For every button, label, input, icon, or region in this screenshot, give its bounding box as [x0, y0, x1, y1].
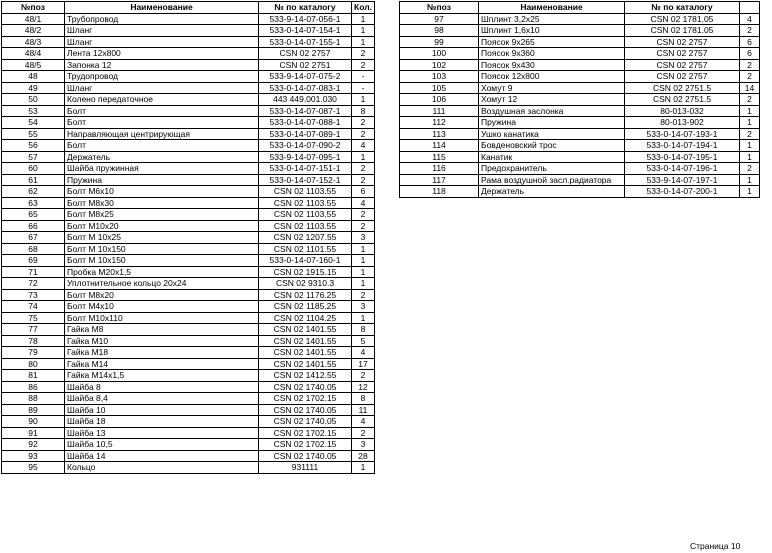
- cell-name: Поясок 9х360: [479, 48, 625, 60]
- parts-table-right: [399, 1, 760, 198]
- cell-qty: 3: [352, 301, 375, 313]
- cell-catalog: 533-0-14-07-089-1: [259, 128, 352, 140]
- table-row: [2, 301, 375, 313]
- table-row: [2, 450, 375, 462]
- cell-qty: 2: [352, 174, 375, 186]
- cell-qty: 1: [740, 117, 760, 129]
- cell-pos: 92: [2, 439, 65, 451]
- cell-pos: 55: [2, 128, 65, 140]
- table-row: [400, 25, 760, 37]
- cell-qty: 8: [352, 324, 375, 336]
- table-row: [2, 312, 375, 324]
- table-row: [400, 151, 760, 163]
- cell-pos: 60: [2, 163, 65, 175]
- cell-catalog: CSN 02 1702.15: [259, 439, 352, 451]
- table-row: [400, 128, 760, 140]
- table-row: [2, 347, 375, 359]
- cell-name: Шайба 18: [65, 416, 259, 428]
- cell-qty: 1: [352, 266, 375, 278]
- cell-qty: 1: [352, 94, 375, 106]
- cell-catalog: CSN 02 1412.55: [259, 370, 352, 382]
- cell-pos: 48/4: [2, 48, 65, 60]
- cell-catalog: 533-0-14-07-083-1: [259, 82, 352, 94]
- cell-catalog: CSN 02 1740.05: [259, 381, 352, 393]
- cell-name: Гайка М8: [65, 324, 259, 336]
- cell-pos: 54: [2, 117, 65, 129]
- cell-qty: 6: [740, 48, 760, 60]
- header-row: [400, 2, 760, 14]
- cell-catalog: 80-013-902: [625, 117, 740, 129]
- cell-catalog: CSN 02 1740.05: [259, 450, 352, 462]
- cell-name: Держатель: [65, 151, 259, 163]
- cell-pos: 95: [2, 462, 65, 474]
- cell-catalog: 533-0-14-07-087-1: [259, 105, 352, 117]
- cell-name: Болт: [65, 105, 259, 117]
- parts-table-left: [1, 1, 375, 474]
- table-row: [2, 427, 375, 439]
- cell-name: Болт: [65, 140, 259, 152]
- cell-qty: 1: [740, 186, 760, 198]
- cell-catalog: CSN 02 2751: [259, 59, 352, 71]
- cell-qty: 6: [352, 186, 375, 198]
- table-row: [2, 140, 375, 152]
- cell-qty: 1: [352, 462, 375, 474]
- table-row: [400, 94, 760, 106]
- table-row: [2, 416, 375, 428]
- cell-pos: 48/1: [2, 13, 65, 25]
- cell-catalog: CSN 02 1104.25: [259, 312, 352, 324]
- cell-catalog: CSN 02 1401.55: [259, 347, 352, 359]
- cell-pos: 99: [400, 36, 479, 48]
- cell-name: Шланг: [65, 36, 259, 48]
- table-row: [2, 209, 375, 221]
- table-row: [400, 174, 760, 186]
- table-row: [2, 94, 375, 106]
- table-row: [400, 82, 760, 94]
- table-row: [2, 255, 375, 267]
- cell-qty: 2: [740, 59, 760, 71]
- cell-catalog: CSN 02 1740.05: [259, 416, 352, 428]
- cell-name: Гайка М10: [65, 335, 259, 347]
- cell-name: Пружина: [479, 117, 625, 129]
- cell-name: Держатель: [479, 186, 625, 198]
- cell-catalog: 533-9-14-07-095-1: [259, 151, 352, 163]
- cell-catalog: 533-0-14-07-152-1: [259, 174, 352, 186]
- table-row: [2, 232, 375, 244]
- cell-pos: 114: [400, 140, 479, 152]
- header-row: [2, 2, 375, 14]
- cell-qty: 12: [352, 381, 375, 393]
- cell-name: Болт М8х25: [65, 209, 259, 221]
- cell-catalog: CSN 02 1101.55: [259, 243, 352, 255]
- cell-qty: 1: [352, 25, 375, 37]
- cell-pos: 73: [2, 289, 65, 301]
- cell-pos: 80: [2, 358, 65, 370]
- cell-pos: 49: [2, 82, 65, 94]
- cell-pos: 91: [2, 427, 65, 439]
- cell-name: Рама воздушной засл.радиатора: [479, 174, 625, 186]
- cell-pos: 65: [2, 209, 65, 221]
- cell-pos: 78: [2, 335, 65, 347]
- cell-pos: 115: [400, 151, 479, 163]
- cell-pos: 98: [400, 25, 479, 37]
- cell-pos: 61: [2, 174, 65, 186]
- table-row: [2, 13, 375, 25]
- cell-qty: 3: [352, 232, 375, 244]
- cell-qty: 6: [740, 36, 760, 48]
- cell-qty: 2: [740, 163, 760, 175]
- cell-pos: 68: [2, 243, 65, 255]
- cell-qty: 2: [352, 427, 375, 439]
- cell-name: Шайба 14: [65, 450, 259, 462]
- cell-name: Шайба 8,4: [65, 393, 259, 405]
- cell-catalog: CSN 02 2751.5: [625, 82, 740, 94]
- cell-name: Гайка М14х1,5: [65, 370, 259, 382]
- cell-name: Поясок 9х265: [479, 36, 625, 48]
- cell-name: Предохранитель: [479, 163, 625, 175]
- cell-pos: 79: [2, 347, 65, 359]
- cell-pos: 81: [2, 370, 65, 382]
- cell-catalog: CSN 02 1740.05: [259, 404, 352, 416]
- table-row: [2, 266, 375, 278]
- cell-qty: 1: [740, 174, 760, 186]
- table-row: [2, 462, 375, 474]
- header-pos: №поз: [400, 2, 479, 14]
- cell-name: Трубопровод: [65, 13, 259, 25]
- cell-pos: 63: [2, 197, 65, 209]
- table-row: [400, 117, 760, 129]
- cell-pos: 48/2: [2, 25, 65, 37]
- table-row: [2, 48, 375, 60]
- cell-name: Болт М 10х150: [65, 243, 259, 255]
- cell-catalog: CSN 02 9310.3: [259, 278, 352, 290]
- cell-pos: 97: [400, 13, 479, 25]
- cell-pos: 113: [400, 128, 479, 140]
- table-row: [2, 59, 375, 71]
- cell-pos: 57: [2, 151, 65, 163]
- cell-qty: 2: [740, 71, 760, 83]
- cell-catalog: CSN 02 1103.55: [259, 186, 352, 198]
- cell-qty: 4: [352, 347, 375, 359]
- cell-name: Шланг: [65, 25, 259, 37]
- table-row: [2, 220, 375, 232]
- cell-qty: 28: [352, 450, 375, 462]
- cell-name: Лента 12х800: [65, 48, 259, 60]
- table-row: [2, 370, 375, 382]
- cell-qty: 2: [740, 128, 760, 140]
- cell-pos: 90: [2, 416, 65, 428]
- cell-catalog: 533-0-14-07-151-1: [259, 163, 352, 175]
- cell-pos: 53: [2, 105, 65, 117]
- cell-qty: 2: [352, 289, 375, 301]
- cell-catalog: CSN 02 1702.15: [259, 393, 352, 405]
- cell-qty: 2: [352, 163, 375, 175]
- table-row: [2, 289, 375, 301]
- cell-qty: -: [352, 71, 375, 83]
- cell-qty: 4: [740, 13, 760, 25]
- cell-pos: 86: [2, 381, 65, 393]
- table-row: [2, 117, 375, 129]
- table-row: [2, 404, 375, 416]
- cell-name: Болт М4х10: [65, 301, 259, 313]
- cell-qty: 1: [352, 151, 375, 163]
- header-name: Наименование: [65, 2, 259, 14]
- cell-name: Кольцо: [65, 462, 259, 474]
- cell-qty: 3: [352, 439, 375, 451]
- cell-name: Бовденовский трос: [479, 140, 625, 152]
- cell-name: Пружина: [65, 174, 259, 186]
- table-row: [400, 13, 760, 25]
- header-catalog: № по каталогу: [259, 2, 352, 14]
- cell-name: Хомут 12: [479, 94, 625, 106]
- cell-qty: 5: [352, 335, 375, 347]
- cell-catalog: CSN 02 1781.05: [625, 13, 740, 25]
- cell-qty: 2: [740, 94, 760, 106]
- cell-catalog: 931111: [259, 462, 352, 474]
- header-empty: [740, 2, 760, 14]
- cell-catalog: 533-0-14-07-155-1: [259, 36, 352, 48]
- cell-catalog: 533-0-14-07-088-1: [259, 117, 352, 129]
- cell-pos: 50: [2, 94, 65, 106]
- table-row: [2, 151, 375, 163]
- cell-catalog: 80-013-032: [625, 105, 740, 117]
- cell-qty: 1: [352, 243, 375, 255]
- cell-pos: 56: [2, 140, 65, 152]
- cell-qty: 2: [352, 128, 375, 140]
- cell-pos: 106: [400, 94, 479, 106]
- cell-catalog: CSN 02 1781.05: [625, 25, 740, 37]
- cell-name: Уплотнительное кольцо 20х24: [65, 278, 259, 290]
- cell-pos: 89: [2, 404, 65, 416]
- cell-name: Болт М 10х25: [65, 232, 259, 244]
- table-row: [400, 59, 760, 71]
- cell-pos: 48/3: [2, 36, 65, 48]
- cell-name: Болт М8х20: [65, 289, 259, 301]
- cell-name: Запонка 12: [65, 59, 259, 71]
- cell-pos: 116: [400, 163, 479, 175]
- table-row: [2, 163, 375, 175]
- cell-catalog: 533-9-14-07-056-1: [259, 13, 352, 25]
- cell-pos: 112: [400, 117, 479, 129]
- cell-pos: 69: [2, 255, 65, 267]
- cell-name: Хомут 9: [479, 82, 625, 94]
- cell-name: Направляющая центрирующая: [65, 128, 259, 140]
- cell-qty: 2: [740, 25, 760, 37]
- table-row: [2, 36, 375, 48]
- cell-catalog: CSN 02 1702.15: [259, 427, 352, 439]
- table-row: [400, 186, 760, 198]
- cell-catalog: CSN 02 1207.55: [259, 232, 352, 244]
- cell-catalog: CSN 02 1401.55: [259, 335, 352, 347]
- header-catalog: № по каталогу: [625, 2, 740, 14]
- cell-catalog: CSN 02 1103.55: [259, 220, 352, 232]
- cell-pos: 71: [2, 266, 65, 278]
- cell-catalog: 533-0-14-07-196-1: [625, 163, 740, 175]
- cell-pos: 48/5: [2, 59, 65, 71]
- cell-name: Болт М 10х150: [65, 255, 259, 267]
- table-row: [2, 186, 375, 198]
- cell-pos: 66: [2, 220, 65, 232]
- table-row: [2, 82, 375, 94]
- cell-catalog: 533-0-14-07-195-1: [625, 151, 740, 163]
- cell-name: Пробка М20х1,5: [65, 266, 259, 278]
- cell-catalog: 533-9-14-07-075-2: [259, 71, 352, 83]
- cell-qty: 2: [352, 209, 375, 221]
- header-pos: №поз: [2, 2, 65, 14]
- cell-qty: 4: [352, 197, 375, 209]
- table-row: [2, 243, 375, 255]
- table-row: [2, 358, 375, 370]
- table-row: [2, 439, 375, 451]
- cell-catalog: 533-0-14-07-194-1: [625, 140, 740, 152]
- cell-pos: 118: [400, 186, 479, 198]
- cell-qty: 2: [352, 370, 375, 382]
- cell-catalog: CSN 02 2757: [259, 48, 352, 60]
- cell-name: Гайка М18: [65, 347, 259, 359]
- cell-qty: 1: [352, 255, 375, 267]
- cell-catalog: 533-0-14-07-200-1: [625, 186, 740, 198]
- cell-name: Гайка М14: [65, 358, 259, 370]
- cell-qty: 4: [352, 140, 375, 152]
- cell-catalog: CSN 02 2757: [625, 59, 740, 71]
- cell-pos: 88: [2, 393, 65, 405]
- cell-pos: 75: [2, 312, 65, 324]
- cell-pos: 93: [2, 450, 65, 462]
- table-row: [400, 163, 760, 175]
- cell-pos: 72: [2, 278, 65, 290]
- cell-catalog: CSN 02 2757: [625, 71, 740, 83]
- cell-catalog: 533-9-14-07-197-1: [625, 174, 740, 186]
- cell-catalog: 533-0-14-07-090-2: [259, 140, 352, 152]
- cell-qty: 8: [352, 105, 375, 117]
- page-number: Страница 10: [690, 541, 741, 551]
- cell-name: Болт М6х10: [65, 186, 259, 198]
- cell-qty: 1: [740, 140, 760, 152]
- cell-name: Шайба 10: [65, 404, 259, 416]
- cell-name: Колено передаточное: [65, 94, 259, 106]
- cell-pos: 105: [400, 82, 479, 94]
- cell-name: Поясок 9х430: [479, 59, 625, 71]
- cell-catalog: CSN 02 2757: [625, 48, 740, 60]
- cell-name: Воздушная заслонка: [479, 105, 625, 117]
- cell-pos: 62: [2, 186, 65, 198]
- cell-qty: 14: [740, 82, 760, 94]
- cell-catalog: 533-0-14-07-154-1: [259, 25, 352, 37]
- cell-qty: 1: [352, 13, 375, 25]
- cell-catalog: CSN 02 1401.55: [259, 324, 352, 336]
- cell-qty: -: [352, 82, 375, 94]
- cell-catalog: CSN 02 2757: [625, 36, 740, 48]
- cell-name: Болт М8х30: [65, 197, 259, 209]
- cell-name: Болт М10х20: [65, 220, 259, 232]
- cell-catalog: 533-0-14-07-193-1: [625, 128, 740, 140]
- header-qty: Кол.: [352, 2, 375, 14]
- cell-name: Шайба 13: [65, 427, 259, 439]
- table-row: [2, 335, 375, 347]
- cell-pos: 102: [400, 59, 479, 71]
- cell-name: Ушко канатика: [479, 128, 625, 140]
- cell-name: Болт М10х110: [65, 312, 259, 324]
- cell-qty: 2: [352, 117, 375, 129]
- cell-pos: 111: [400, 105, 479, 117]
- cell-name: Шайба 8: [65, 381, 259, 393]
- cell-qty: 1: [352, 36, 375, 48]
- cell-pos: 48: [2, 71, 65, 83]
- cell-name: Шланг: [65, 82, 259, 94]
- cell-pos: 103: [400, 71, 479, 83]
- cell-qty: 1: [352, 278, 375, 290]
- table-row: [2, 174, 375, 186]
- cell-name: Шплинт 3,2х25: [479, 13, 625, 25]
- cell-qty: 2: [352, 220, 375, 232]
- cell-qty: 11: [352, 404, 375, 416]
- table-row: [400, 48, 760, 60]
- table-row: [400, 36, 760, 48]
- table-row: [2, 278, 375, 290]
- cell-catalog: 533-0-14-07-160-1: [259, 255, 352, 267]
- cell-catalog: CSN 02 2751.5: [625, 94, 740, 106]
- cell-qty: 17: [352, 358, 375, 370]
- header-name: Наименование: [479, 2, 625, 14]
- cell-qty: 8: [352, 393, 375, 405]
- cell-qty: 1: [740, 105, 760, 117]
- cell-catalog: CSN 02 1915.15: [259, 266, 352, 278]
- table-row: [2, 381, 375, 393]
- cell-pos: 67: [2, 232, 65, 244]
- cell-qty: 1: [352, 312, 375, 324]
- cell-name: Канатик: [479, 151, 625, 163]
- cell-name: Болт: [65, 117, 259, 129]
- cell-qty: 2: [352, 59, 375, 71]
- cell-name: Шайба пружинная: [65, 163, 259, 175]
- table-row: [400, 105, 760, 117]
- cell-catalog: 443 449.001.030: [259, 94, 352, 106]
- table-row: [2, 393, 375, 405]
- table-row: [2, 128, 375, 140]
- cell-name: Шайба 10,5: [65, 439, 259, 451]
- cell-qty: 4: [352, 416, 375, 428]
- cell-catalog: CSN 02 1103.55: [259, 197, 352, 209]
- table-row: [2, 105, 375, 117]
- cell-pos: 77: [2, 324, 65, 336]
- cell-name: Трудопровод: [65, 71, 259, 83]
- cell-catalog: CSN 02 1103.55: [259, 209, 352, 221]
- cell-pos: 100: [400, 48, 479, 60]
- table-row: [2, 71, 375, 83]
- cell-name: Поясок 12х800: [479, 71, 625, 83]
- cell-qty: 1: [740, 151, 760, 163]
- table-row: [400, 71, 760, 83]
- table-row: [2, 25, 375, 37]
- cell-pos: 117: [400, 174, 479, 186]
- cell-catalog: CSN 02 1401.55: [259, 358, 352, 370]
- table-row: [400, 140, 760, 152]
- cell-qty: 2: [352, 48, 375, 60]
- table-row: [2, 197, 375, 209]
- table-row: [2, 324, 375, 336]
- cell-catalog: CSN 02 1185.25: [259, 301, 352, 313]
- cell-pos: 74: [2, 301, 65, 313]
- cell-name: Шплинт 1,6х10: [479, 25, 625, 37]
- cell-catalog: CSN 02 1176.25: [259, 289, 352, 301]
